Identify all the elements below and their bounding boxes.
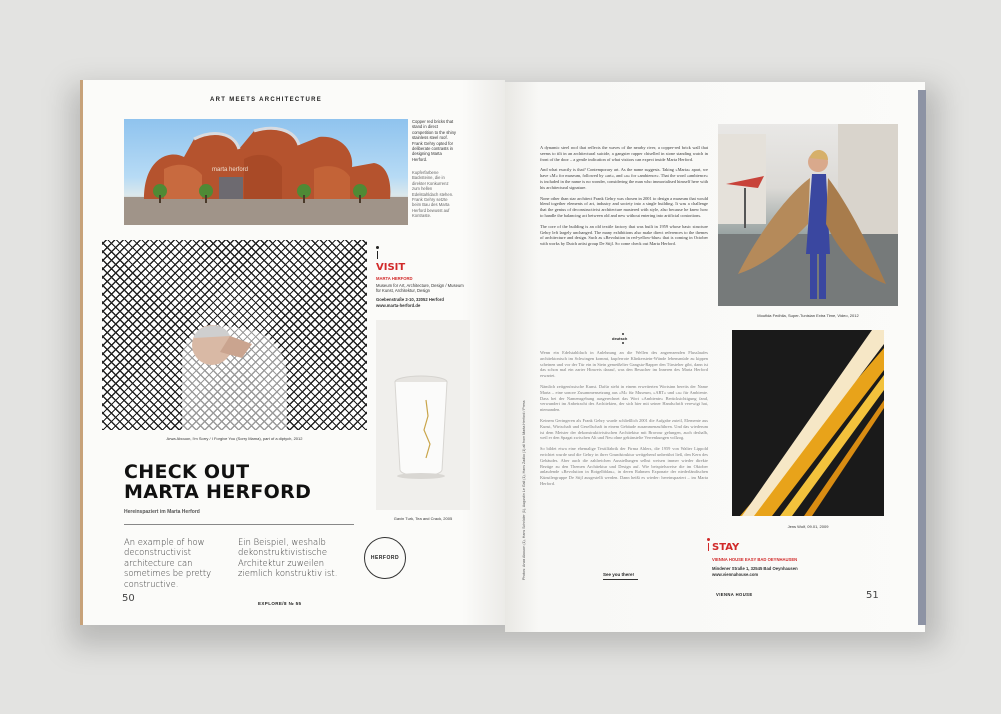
person-illustration: [102, 240, 367, 430]
stay-title: STAY: [712, 542, 740, 553]
lead-de: Ein Beispiel, weshalb dekonstruktivistische Architektur zuweilen ziemlich konstruktiv ist.: [238, 537, 338, 579]
deutsch-dot-bottom: [622, 342, 624, 344]
lead-en: An example of how deconstructivist architecture can sometimes be pretty constructive.: [124, 537, 212, 589]
pattern-artwork: [102, 240, 367, 430]
art-caption: Jens Wolf, 09.01, 2009: [787, 524, 829, 529]
english-paragraph: And what exactly is that? Contemporary art. As the name suggests. Taking »Marta« apart, we have »M« for museum, followed by »art«, and »a« for »ambience«. That the word »ambience« is included in the name is no wonder, considering the man who immortalised himself here with his architectural signature.: [540, 167, 708, 190]
visit-url[interactable]: www.marta-herford.de: [376, 303, 421, 308]
cup-illustration: [376, 320, 470, 510]
article-subtitle: Hereinspaziert im Marta Herford: [124, 509, 200, 515]
right-page-edge: [918, 90, 926, 625]
see-you-label: See you there!: [603, 572, 635, 577]
visit-dot: [376, 246, 379, 249]
woman-illustration: [718, 124, 898, 306]
left-page-edge: [80, 80, 83, 625]
title-divider: [124, 524, 354, 525]
woman-photo: [718, 124, 898, 306]
deutsch-dot: [622, 333, 624, 335]
visit-name: MARTA HERFORD: [376, 276, 413, 281]
abstract-illustration: [732, 330, 884, 516]
article-title-line1: CHECK OUT: [124, 461, 250, 483]
stay-url[interactable]: www.viennahouse.com: [712, 572, 759, 577]
building-illustration: [124, 119, 408, 225]
page-number-right: 51: [866, 590, 879, 601]
german-paragraph: Wenn ein Edelstahldach in Anlehnung an die Wellen des angrenzenden Flusslaufes architektonisch im Schwingen kommt, kupferrote Klinkerstein-Wände lebensmüde zu kippen scheinen und vor der Tür ein in Stein gemeißelter Gangsta-Rapper den Türsteher gibt, dann ist das schon mal ein zarter Hinweis darauf, was den Besucher im Inneren des Marta Herford erwartet.: [540, 350, 708, 379]
section-header: ART MEETS ARCHITECTURE: [210, 97, 323, 103]
visit-line: [377, 251, 378, 259]
photo-credits: Photos: Arwa Abouon (1), Hans Schröder (1), Augustin Le Gall (1), Hans Zadko (1) all from Marta Herford / Press: [522, 400, 526, 580]
stay-address: Mindener Straße 1, 32545 Bad Oeynhausen: [712, 566, 798, 571]
visit-title: VISIT: [376, 262, 406, 273]
page-number-left: 50: [122, 593, 135, 604]
german-paragraph: Nämlich zeitgenössische Kunst. Dafür steht in einem erweiterten Wortsinn bereits der Name Marta – eine sonore Zusammensetzung aus »M« für Museum, »ART« und »a« für Ambiente. Dass bei der Namensgebung ausgerechnet das Wort »Ambiente« Berücksichtigung fand, verwundert im Anbetracht des Architekten, der sich hier mit seiner Handschrift verewigt hat, niemanden.: [540, 383, 708, 413]
stay-hotel: VIENNA HOUSE EASY BAD OEYNHAUSEN: [712, 557, 798, 562]
footer-issue: EXPLORE/8 № 55: [258, 601, 302, 606]
english-paragraph: The core of the building is an old textile factory that was built in 1959 whose basic structure Gehry left largely unchanged. The many exhibitions also make direct references to the themes of architecture and design. Such as »Revolution in red-yellow-blue« that is coming in October with works by Dutch artist group De Stijl. So come check out Marta Herford.: [540, 223, 708, 247]
stay-line: [708, 543, 709, 551]
english-text: [540, 145, 708, 252]
visit-address: Goebenstraße 2-10, 32052 Herford: [376, 297, 444, 302]
woman-caption: Moufida Fedhila, Super-Tunisian Extra Time, Video, 2012: [757, 313, 859, 318]
vienna-house-logo: VIENNA HOUSE: [716, 592, 753, 597]
pattern-caption: Arwa Abouon, I'm Sorry / I Forgive You (Sorry Mama), part of a diptych, 2012: [166, 436, 303, 441]
german-text: [540, 350, 708, 492]
article-title-line2: MARTA HERFORD: [124, 481, 312, 503]
cup-caption: Gavin Turk, Tea and Crack, 2005: [393, 516, 453, 521]
building-photo: [124, 119, 408, 225]
herford-badge: HERFORD: [364, 537, 406, 579]
english-paragraph: None other than star architect Frank Gehry was chosen in 2001 to design a museum that would blend together elements of art, industry and society into a single building. It was a challenge that the genius of deconstructivist architecture mastered with style, also because he knew how to handle the balancing act between old and new without entering into artificial contortions.: [540, 195, 708, 218]
english-paragraph: A dynamic steel roof that reflects the waves of the nearby river, a copper-red brick wall that seems to tilt in an architectural suicide, a gangster rapper chiselled in stone standing watch in front of the door – a gentle indication of what visitors can expect inside Marta Herford.: [540, 145, 708, 162]
visit-description: Museum for Art, Architecture, Design / Museum für Kunst, Architektur, Design: [376, 283, 464, 294]
german-paragraph: So bildet etwa eine ehemalige Textilfabrik der Firma Ahlers, die 1959 von Walter Lippold errichtet wurde und die Gehry in ihrer Grundstruktur weitgehend unberührt ließ, den Kern des Gebäudes. Aber auch die zahlreichen Ausstellungen selbst weisen immer wieder direkte Bezüge zu den Themen Architektur und Design auf. Wie beispielsweise die im Oktober anlaufende »Revolution in Rotgelbblau«, in deren Rahmen Exponate der niederländischen Künstlergruppe De Stijl ausgestellt werden. Dann heißt es wieder: hereinspaziert – im Marta Herford.: [540, 446, 708, 486]
stay-dot: [707, 538, 710, 541]
building-sign: marta herford: [212, 167, 249, 173]
abstract-artwork: [732, 330, 884, 516]
see-you-underline: [603, 579, 638, 580]
cup-photo: [376, 320, 470, 510]
deutsch-label: deutsch: [612, 336, 628, 341]
german-paragraph: Keinem Geringeren als Frank Gehry wurde schließlich 2001 die Aufgabe zuteil, Elemente aus Kunst, Wirtschaft und Gesellschaft in einem Gebäude zusammenzuführen. Und das wiederum ist dem Meister der dekonstruktivistischen Architektur mit Bravour gelungen, auch deshalb, weil er den Spagat zwischen Alt und Neu ohne gekünstelte Verrenkungen vollzog.: [540, 417, 708, 441]
building-caption-de: Kupferfarbene Backsteine, die in direkter Konkurrenz zum hellen Edelstahldach stehen. Frank Gehry setzte beim Bau des Marta Herford bewusst auf Kontraste.: [412, 170, 454, 219]
building-caption-en: Copper red bricks that stand in direct competition to the shiny stainless steel roof. Frank Gehry opted for deliberate contrasts in designing Marta Herford.: [412, 119, 456, 162]
